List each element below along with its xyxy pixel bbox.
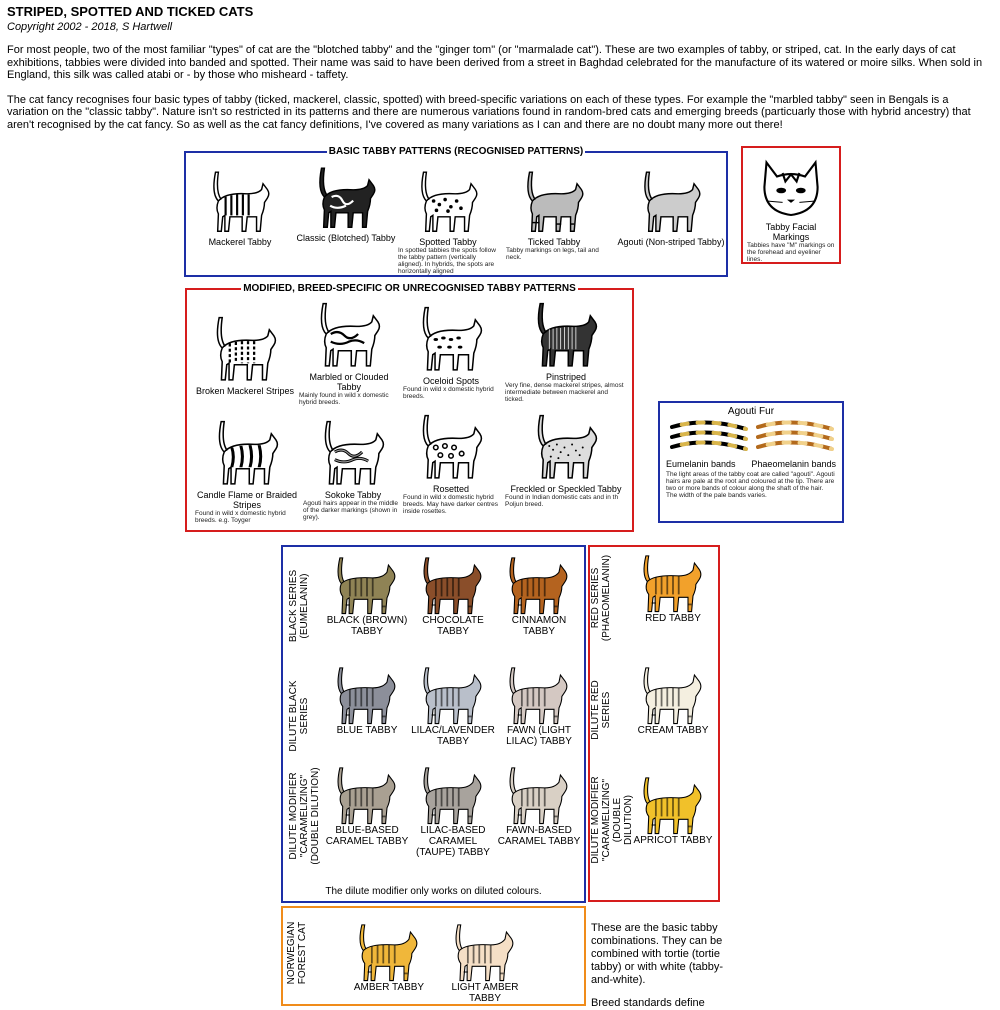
norwegian-forest-panel bbox=[281, 906, 586, 1006]
red-series-side-label: RED SERIES (PHAEOMELANIN) bbox=[590, 554, 612, 642]
norwegian-tabby-cell-label: LIGHT AMBER TABBY bbox=[451, 982, 519, 1004]
colour-tabby-cell-label: LILAC-BASED CARAMEL (TAUPE) TABBY bbox=[416, 825, 490, 858]
colour-tabby-cell-icon bbox=[417, 555, 489, 615]
colour-tabby-cell-icon bbox=[503, 555, 575, 615]
norwegian-tabby-cell bbox=[339, 922, 439, 993]
agouti-fur-note: The light areas of the tabby coat are called "agouti". Agouti hairs are pale at the root and coloured at the tip. There are two or more bands of colour along the shaft of the hair. The width of the pale bands varies. bbox=[666, 471, 835, 499]
colour-tabby-cell bbox=[409, 665, 497, 747]
page-header bbox=[7, 4, 993, 143]
colour-tabby-cell bbox=[323, 665, 411, 736]
candle-flame-cat-icon bbox=[209, 414, 285, 490]
colour-tabby-cell-label: CINNAMON TABBY bbox=[511, 615, 567, 637]
colour-tabby-cell-icon bbox=[503, 665, 575, 725]
colour-tabby-cell bbox=[495, 665, 583, 747]
colour-series-panel bbox=[281, 545, 586, 903]
colour-tabby-cell-label: BLACK (BROWN) TABBY bbox=[326, 615, 408, 637]
norwegian-side-label: NORWEGIAN FOREST CAT bbox=[286, 921, 308, 985]
modified-cat-freckled bbox=[505, 408, 627, 508]
norwegian-tabby-cell-icon bbox=[353, 922, 425, 982]
red-series-panel bbox=[588, 545, 720, 902]
basic-cat-spotted bbox=[398, 165, 498, 275]
modified-cat-sokoke bbox=[303, 414, 403, 521]
modified-cat-label: Rosetted bbox=[432, 484, 470, 494]
basic-cat-label: Agouti (Non-striped Tabby) bbox=[617, 237, 725, 247]
freckled-cat-icon bbox=[528, 408, 604, 484]
modified-cat-label: Oceloid Spots bbox=[422, 376, 480, 386]
norwegian-tabby-cell bbox=[435, 922, 535, 1004]
modified-patterns-panel bbox=[185, 283, 634, 532]
modified-cat-broken-mackerel bbox=[195, 310, 295, 396]
red-tabby-cell bbox=[628, 553, 718, 624]
broken-mackerel-cat-icon bbox=[207, 310, 283, 386]
intro-paragraph-2: The cat fancy recognises four basic types of tabby (ticked, mackerel, classic, spotted) with breed-specific variations on each of these types. For example the "marbled tabby" seen in Bengals is a variation on the "classic tabby". Nature isn't so restricted in its patterns and there are numerous variations found in random-bred cats and emerging breeds (particuarly those with hybrid ancestry) that aren't recognised by the cat fancy. So as well as the cat fancy definitions, I've covered as many variations as I can and there are no doubt many more out there! bbox=[7, 93, 971, 131]
marbled-cat-icon bbox=[311, 296, 387, 372]
basic-cat-note: In spotted tabbies the spots follow the tabby pattern (vertically aligned). In hybrids, the spots are horizontally aligned bbox=[398, 247, 496, 275]
modified-cat-marbled bbox=[299, 296, 399, 406]
norwegian-tabby-cell-icon bbox=[449, 922, 521, 982]
colour-tabby-cell-icon bbox=[503, 765, 575, 825]
oceloid-cat-icon bbox=[413, 300, 489, 376]
red-series-side-label: DILUTE RED SERIES bbox=[590, 680, 612, 740]
facial-markings-panel bbox=[741, 146, 841, 264]
colour-tabby-cell-icon bbox=[331, 555, 403, 615]
basic-cat-note: Tabby markings on legs, tail and neck. bbox=[506, 247, 599, 261]
red-tabby-cell-icon bbox=[637, 665, 709, 725]
red-tabby-cell-label: CREAM TABBY bbox=[637, 725, 709, 736]
colour-tabby-cell-label: CHOCOLATE TABBY bbox=[422, 615, 484, 637]
basic-cat-mackerel bbox=[192, 165, 288, 247]
colour-tabby-cell-icon bbox=[417, 765, 489, 825]
colour-tabby-cell bbox=[323, 555, 411, 637]
colour-tabby-cell-label: LILAC/LAVENDER TABBY bbox=[411, 725, 495, 747]
colour-series-side-label: DILUTE MODIFIER "CARAMELIZING" (DOUBLE DILUTION) bbox=[288, 767, 321, 865]
modified-cat-candle-flame bbox=[195, 414, 299, 524]
colour-tabby-cell-icon bbox=[331, 765, 403, 825]
modified-cat-label: Broken Mackerel Stripes bbox=[195, 386, 295, 396]
page-title: STRIPED, SPOTTED AND TICKED CATS bbox=[7, 4, 254, 19]
classic-cat-icon bbox=[310, 161, 382, 233]
cat-face-icon bbox=[756, 152, 826, 222]
basic-cat-label: Mackerel Tabby bbox=[208, 237, 272, 247]
dilute-footnote: The dilute modifier only works on diluted colours. bbox=[325, 886, 542, 897]
colour-tabby-cell bbox=[495, 555, 583, 637]
red-tabby-cell-label: RED TABBY bbox=[645, 613, 701, 624]
modified-cat-label: Marbled or Clouded Tabby bbox=[309, 372, 389, 392]
modified-patterns-title: MODIFIED, BREED-SPECIFIC OR UNRECOGNISED TABBY PATTERNS bbox=[243, 283, 576, 294]
side-text-p1: These are the basic tabby combinations. They can be combined with tortie (tortie tabby) or with white (tabby-and-white). bbox=[591, 922, 724, 986]
modified-cat-note: Very fine, dense mackerel stripes, almost intermediate between mackerel and ticked. bbox=[505, 382, 624, 403]
colour-tabby-cell-label: BLUE-BASED CARAMEL TABBY bbox=[325, 825, 409, 847]
basic-cat-label: Classic (Blotched) Tabby bbox=[296, 233, 396, 243]
colour-series-side-label: BLACK SERIES (EUMELANIN) bbox=[288, 569, 310, 643]
colour-tabby-cell-label: BLUE TABBY bbox=[336, 725, 398, 736]
agouti-fur-panel bbox=[658, 401, 844, 523]
red-tabby-cell-icon bbox=[637, 553, 709, 613]
eumelanin-label: Eumelanin bands bbox=[666, 459, 736, 469]
agouti-cat-icon bbox=[635, 165, 707, 237]
colour-series-side-label: DILUTE BLACK SERIES bbox=[288, 680, 310, 752]
tabby-combinations-note bbox=[591, 922, 727, 1010]
pinstriped-cat-icon bbox=[528, 296, 604, 372]
red-tabby-cell-icon bbox=[637, 775, 709, 835]
colour-tabby-cell-icon bbox=[417, 665, 489, 725]
red-series-side-label: DILUTE MODIFIER "CARAMELIZING" (DOUBLE DILUTION) bbox=[590, 776, 634, 864]
basic-patterns-panel bbox=[184, 146, 728, 277]
modified-cat-note: Found in Indian domestic cats and in th Poljun breed. bbox=[505, 494, 619, 508]
ticked-cat-icon bbox=[518, 165, 590, 237]
basic-cat-ticked bbox=[506, 165, 602, 261]
intro-paragraph-1: For most people, two of the most familiar "types" of cat are the "blotched tabby" and the "ginger tom" (or "marmalade cat"). These are two examples of tabby, or striped, cat. In the early days of cat exhibitions, tabbies were divided into banded and spotted. Their name was said to have been derived from a street in Baghdad celebrated for the manufacture of its watered or moire silks. When sold in England, this silk was called atabi or - by those who misheard - taffety. bbox=[7, 44, 983, 81]
mackerel-cat-icon bbox=[204, 165, 276, 237]
agouti-hairs-icon bbox=[666, 417, 838, 459]
modified-cat-label: Freckled or Speckled Tabby bbox=[510, 484, 622, 494]
colour-tabby-cell-label: FAWN (LIGHT LILAC) TABBY bbox=[506, 725, 572, 747]
facial-markings-title: Tabby Facial Markings bbox=[765, 222, 817, 242]
colour-tabby-cell bbox=[495, 765, 583, 847]
modified-cat-note: Found in wild x domestic hybrid breeds. e.g. Toyger bbox=[195, 510, 286, 524]
side-text-p2: Breed standards define bbox=[591, 997, 705, 1009]
modified-cat-oceloid bbox=[403, 300, 499, 400]
modified-cat-note: Found in wild x domestic hybrid breeds. bbox=[403, 386, 494, 400]
basic-cat-label: Spotted Tabby bbox=[419, 237, 477, 247]
spotted-cat-icon bbox=[412, 165, 484, 237]
basic-cat-agouti bbox=[616, 165, 726, 247]
colour-tabby-cell bbox=[409, 765, 497, 858]
modified-cat-label: Candle Flame or Braided Stripes bbox=[196, 490, 298, 510]
basic-patterns-title: BASIC TABBY PATTERNS (RECOGNISED PATTERNS) bbox=[328, 146, 584, 157]
facial-markings-note: Tabbies have "M" markings on the forehead and eyeliner lines. bbox=[747, 242, 835, 263]
norwegian-tabby-cell-label: AMBER TABBY bbox=[353, 982, 425, 993]
modified-cat-label: Pinstriped bbox=[545, 372, 587, 382]
colour-tabby-cell-label: FAWN-BASED CARAMEL TABBY bbox=[497, 825, 581, 847]
colour-tabby-cell-icon bbox=[331, 665, 403, 725]
modified-cat-rosetted bbox=[403, 408, 499, 515]
red-tabby-cell-label: APRICOT TABBY bbox=[633, 835, 713, 846]
rosetted-cat-icon bbox=[413, 408, 489, 484]
colour-tabby-cell bbox=[409, 555, 497, 637]
red-tabby-cell bbox=[628, 775, 718, 846]
basic-cat-label: Ticked Tabby bbox=[527, 237, 581, 247]
modified-cat-label: Sokoke Tabby bbox=[324, 490, 382, 500]
phaeomelanin-label: Phaeomelanin bands bbox=[751, 459, 836, 469]
agouti-fur-title: Agouti Fur bbox=[727, 406, 775, 417]
modified-cat-note: Agouti hairs appear in the middle of the darker markings (shown in grey). bbox=[303, 500, 399, 521]
modified-cat-note: Mainly found in wild x domestic hybrid breeds. bbox=[299, 392, 389, 406]
modified-cat-note: Found in wild x domestic hybrid breeds. May have darker centres inside rosettes. bbox=[403, 494, 499, 515]
basic-cat-classic bbox=[296, 161, 396, 243]
red-tabby-cell bbox=[628, 665, 718, 736]
modified-cat-pinstriped bbox=[505, 296, 627, 403]
sokoke-cat-icon bbox=[315, 414, 391, 490]
copyright: Copyright 2002 - 2018, S Hartwell bbox=[7, 21, 173, 33]
colour-tabby-cell bbox=[323, 765, 411, 847]
